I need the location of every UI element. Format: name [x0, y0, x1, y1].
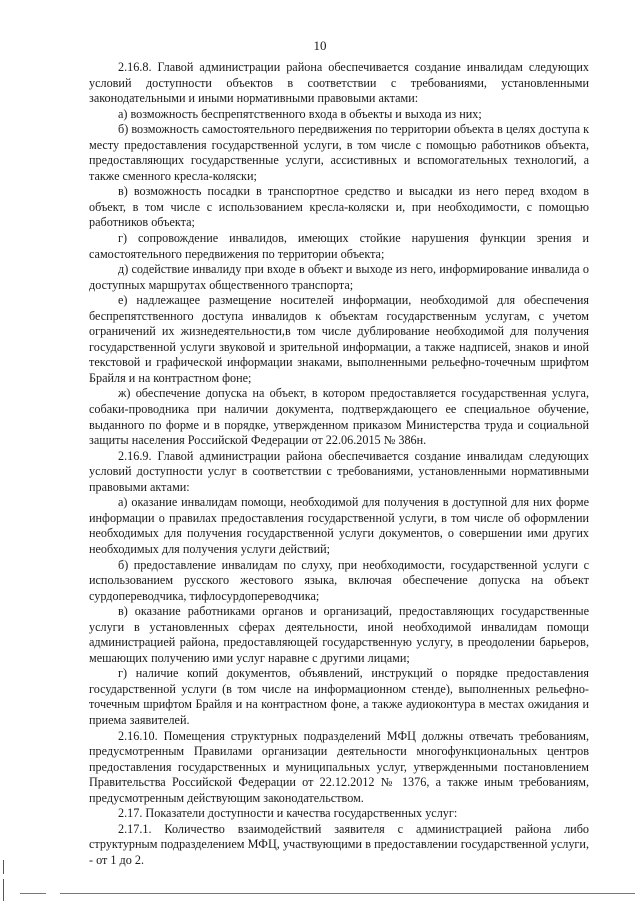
- paragraph-2-16-9-g: г) наличие копий документов, объявлений, инструкций о порядке предоставления государственной услуги (в том числе на информационном стенде), выполненных рельефно-точечным шрифтом Брайля и на контрастном фоне, а также аудиоконтура в местах ожидания и приема заявителей.: [89, 666, 589, 727]
- paragraph-2-16-8-e: е) надлежащее размещение носителей информации, необходимой для обеспечения беспрепятственного доступа инвалидов к объектам государственным услугам, с учетом ограничений их жизнедеятельности,в том числе дублирование необходимой для получения государственной услуги звуковой и зрительной информации, а также надписей, знаков и иной текстовой и графической информации знаками, выполненными рельефно-точечным шрифтом Брайля и на контрастном фоне;: [89, 293, 589, 385]
- paragraph-2-16-8-a: а) возможность беспрепятственного входа в объекты и выхода из них;: [118, 106, 482, 121]
- paragraph-2-16-8-b: б) возможность самостоятельного передвижения по территории объекта в целях доступа к месту предоставления государственной услуги, в том числе с помощью работников объекта, предоставляющих государственные услуги, ассистивных и вспомогательных технологий, а также сменного кресла-коляски;: [89, 122, 589, 183]
- paragraph-2-16-8-zh: ж) обеспечение допуска на объект, в котором предоставляется государственная услуга, собаки-проводника при наличии документа, подтверждающего ее специальное обучение, выданного по форме и в порядке, утвержденном приказом Министерства труда и социальной защиты населения Российской Федерации от 22.06.2015 № 386н.: [89, 386, 589, 448]
- document-body: [89, 60, 589, 868]
- paragraph-2-16-9-a: а) оказание инвалидам помощи, необходимой для получения в доступной для них форме информации о правилах предоставления государственной услуги, в том числе об оформлении необходимых для получения государственной услуги документов, о совершении ими других необходимых для получения услуги действий;: [89, 495, 589, 556]
- scan-edge-mark: [3, 879, 4, 901]
- paragraph-2-17: 2.17. Показатели доступности и качества государственных услуг:: [118, 806, 458, 821]
- paragraph-2-16-8-v: в) возможность посадки в транспортное средство и высадки из него перед входом в объект, в том числе с использованием кресла-коляски и, при необходимости, с помощью работников объекта;: [89, 184, 589, 230]
- paragraph-2-16-9: 2.16.9. Главой администрации района обеспечивается создание инвалидам следующих условий доступности услуг в соответствии с требованиями, установленными нормативными правовыми актами:: [89, 448, 589, 494]
- paragraph-2-16-8-g: г) сопровождение инвалидов, имеющих стойкие нарушения функции зрения и самостоятельного передвижения по территории объекта;: [89, 231, 589, 261]
- paragraph-2-16-9-v: в) оказание работниками органов и организаций, предоставляющих государственные услуги в установленных сферах деятельности, иной необходимой инвалидам помощи администрацией района, предоставляющей государственную услугу, в преодолении барьеров, мешающих получению ими услуг наравне с другими лицами;: [89, 604, 589, 665]
- paragraph-2-16-8: 2.16.8. Главой администрации района обеспечивается создание инвалидам следующих условий доступности объектов в соответствии с требованиями, установленными законодательными и иными нормативными правовыми актами:: [89, 60, 589, 106]
- scan-edge-mark: [3, 860, 4, 874]
- scan-bottom-line: [60, 893, 635, 894]
- page-number: 10: [313, 38, 327, 53]
- paragraph-2-16-8-d: д) содействие инвалиду при входе в объект и выходе из него, информирование инвалида о доступных маршрутах общественного транспорта;: [89, 262, 589, 292]
- paragraph-2-16-9-b: б) предоставление инвалидам по слуху, при необходимости, государственной услуги с использованием русского жестового языка, включая обеспечение допуска на объект сурдопереводчика, тифлосурдопереводчика;: [89, 557, 589, 603]
- paragraph-2-16-10: 2.16.10. Помещения структурных подразделений МФЦ должны отвечать требованиям, предусмотренным Правилами организации деятельности многофункциональных центров предоставления государственных и муниципальных услуг, утвержденными постановлением Правительства Российской Федерации от 22.12.2012 № 1376, а также иным требованиям, предусмотренным действующим законодательством.: [89, 728, 589, 805]
- paragraph-2-17-1: 2.17.1. Количество взаимодействий заявителя с администрацией района либо структурным подразделением МФЦ, участвующими в предоставлении государственной услуги, - от 1 до 2.: [89, 821, 589, 867]
- scan-bottom-line: [20, 893, 46, 894]
